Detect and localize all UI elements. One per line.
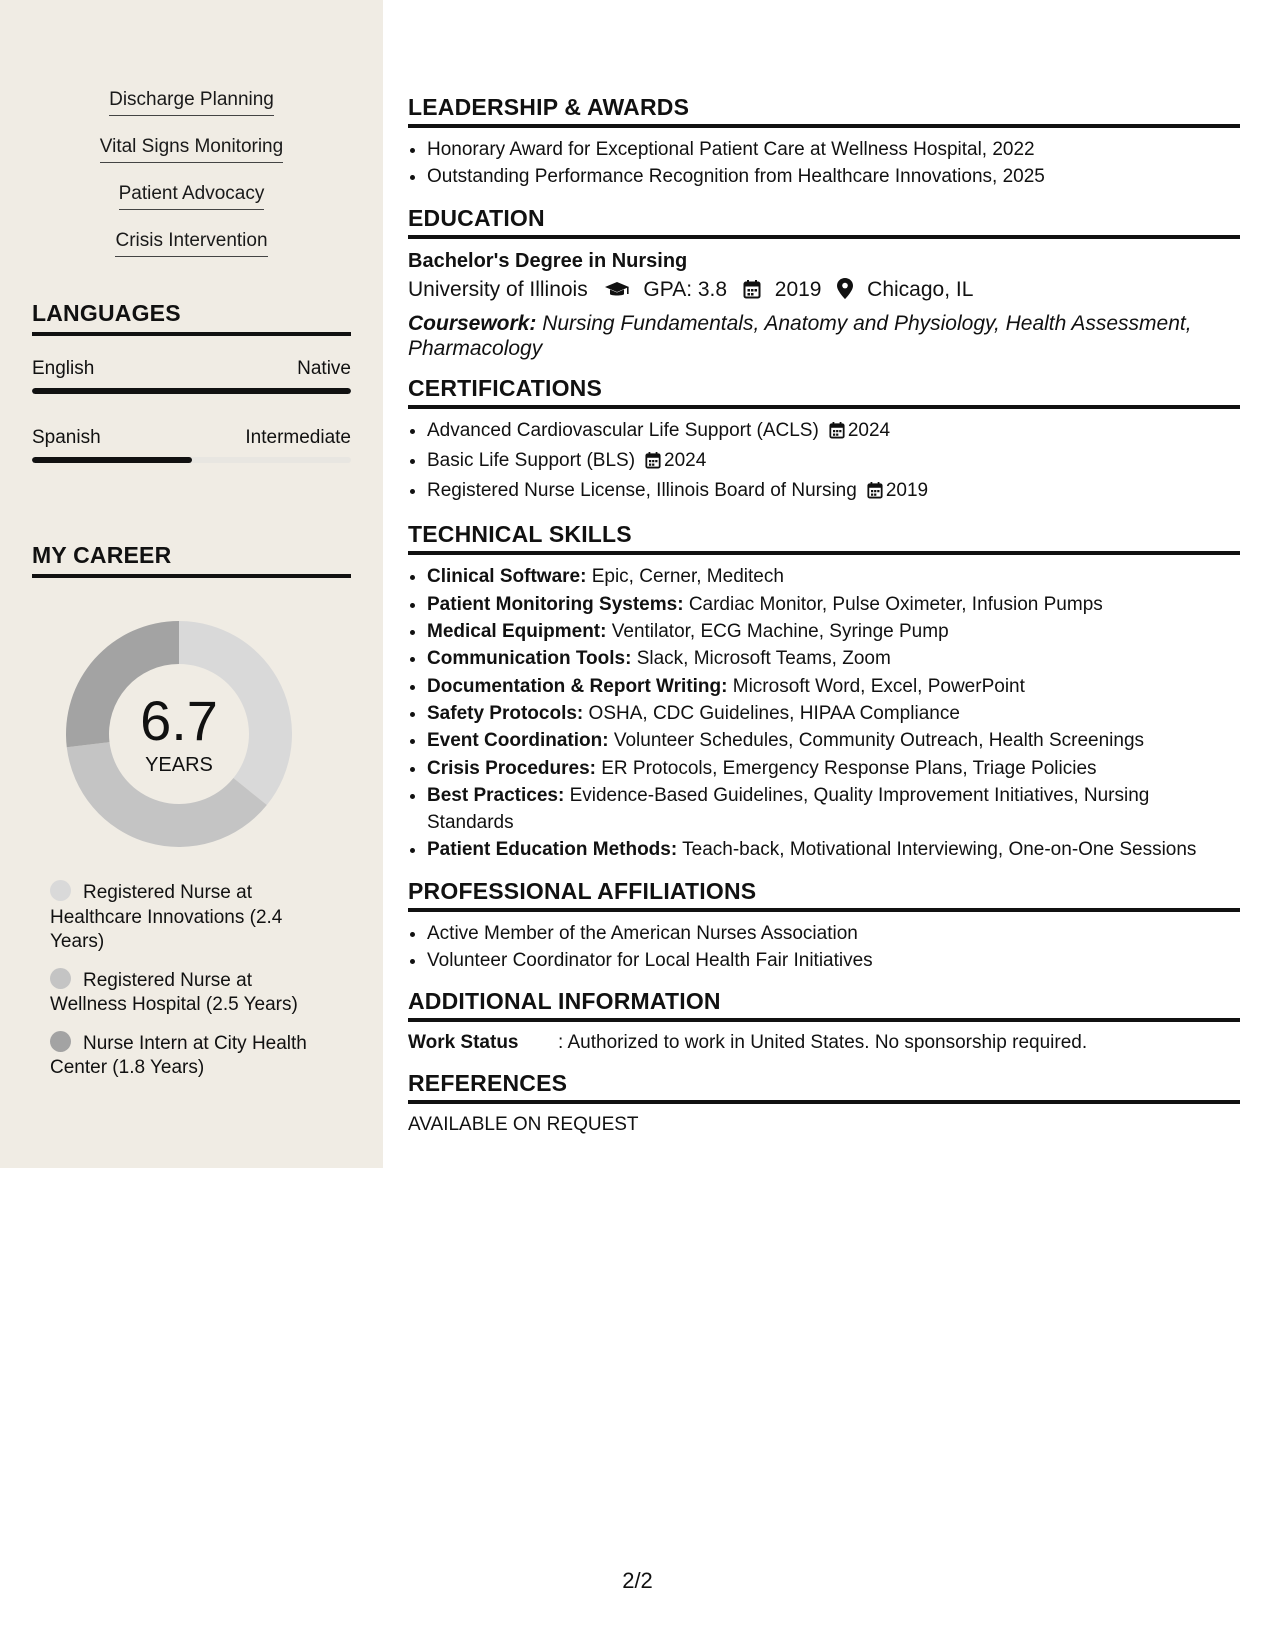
technical-skill-item <box>427 563 1240 590</box>
language-proficiency-fill <box>32 388 351 394</box>
skill-values: Slack, Microsoft Teams, Zoom <box>636 648 891 670</box>
language-level: Native <box>297 358 351 379</box>
calendar-icon <box>645 450 661 477</box>
career-heading: MY CAREER <box>32 540 351 578</box>
additional-info-section <box>408 986 1240 1056</box>
certification-item <box>427 447 1240 477</box>
skill-item: Discharge Planning <box>109 88 274 116</box>
references-text: AVAILABLE ON REQUEST <box>408 1114 639 1136</box>
career-legend-label: Nurse Intern at City Health Center (1.8 Years) <box>50 1032 307 1078</box>
certifications-list <box>408 417 1240 508</box>
legend-dot <box>50 880 71 901</box>
certification-year: 2024 <box>847 419 891 441</box>
skill-category: Safety Protocols: <box>427 702 584 724</box>
legend-dot <box>50 1031 71 1052</box>
leadership-list <box>408 136 1240 191</box>
technical-skill-item <box>427 673 1240 700</box>
skill-item: Patient Advocacy <box>119 182 265 210</box>
section-heading: PROFESSIONAL AFFILIATIONS <box>408 876 1240 912</box>
list-item: • Outstanding Performance Recognition from Healthcare Innovations, 2025 <box>427 163 1240 190</box>
section-heading: TECHNICAL SKILLS <box>408 519 1240 555</box>
skill-category: Patient Education Methods: <box>427 839 678 861</box>
technical-skill-item <box>427 591 1240 618</box>
skill-category: Crisis Procedures: <box>427 757 596 779</box>
language-level: Intermediate <box>245 427 351 448</box>
career-total-value: 6.7 <box>140 689 218 752</box>
list-item: • Active Member of the American Nurses Association <box>427 920 1240 947</box>
page-number: 2/2 <box>622 1568 653 1593</box>
skill-category: Medical Equipment: <box>427 621 607 643</box>
skill-values: Cardiac Monitor, Pulse Oximeter, Infusion Pumps <box>688 593 1103 615</box>
skill-item: Crisis Intervention <box>115 229 267 257</box>
certification-name: Basic Life Support (BLS) <box>427 449 636 471</box>
education-section <box>408 203 1240 361</box>
school-location: Chicago, IL <box>867 277 974 301</box>
section-heading: CERTIFICATIONS <box>408 373 1240 409</box>
section-heading: LEADERSHIP & AWARDS <box>408 92 1240 128</box>
certification-item <box>427 417 1240 447</box>
graduation-cap-icon <box>604 278 630 308</box>
technical-skill-item <box>427 618 1240 645</box>
certification-name: Registered Nurse License, Illinois Board of Nursing <box>427 480 857 502</box>
certification-name: Advanced Cardiovascular Life Support (ACLS) <box>427 419 819 441</box>
career-legend-label: Registered Nurse at Healthcare Innovations (2.4 Years) <box>50 882 283 952</box>
school-name: University of Illinois <box>408 277 588 301</box>
skill-values: Volunteer Schedules, Community Outreach, Health Screenings <box>613 730 1145 752</box>
career-legend-item <box>50 880 320 955</box>
work-status-label: Work Status <box>408 1032 519 1054</box>
coursework <box>408 311 1240 361</box>
sidebar <box>0 0 383 1168</box>
calendar-icon <box>829 420 845 447</box>
section-heading: EDUCATION <box>408 203 1240 239</box>
skill-category: Best Practices: <box>427 784 565 806</box>
skill-category: Communication Tools: <box>427 648 632 670</box>
career-legend-item <box>50 968 320 1018</box>
languages-heading: LANGUAGES <box>32 298 351 336</box>
language-proficiency-fill <box>32 457 192 463</box>
calendar-icon <box>743 278 761 308</box>
graduation-year: 2019 <box>774 277 822 301</box>
gpa: GPA: 3.8 <box>643 277 728 301</box>
map-pin-icon <box>837 278 853 308</box>
calendar-icon <box>867 480 883 507</box>
career-legend <box>50 880 320 1094</box>
certification-item <box>427 477 1240 507</box>
skill-item: Vital Signs Monitoring <box>100 135 283 163</box>
skill-category: Event Coordination: <box>427 730 609 752</box>
certification-year: 2024 <box>664 449 707 471</box>
career-total-unit: YEARS <box>145 754 213 776</box>
legend-dot <box>50 968 71 989</box>
skill-values: Microsoft Word, Excel, PowerPoint <box>732 675 1025 697</box>
section-heading: ADDITIONAL INFORMATION <box>408 986 1240 1022</box>
skill-values: Ventilator, ECG Machine, Syringe Pump <box>611 621 949 643</box>
skill-category: Documentation & Report Writing: <box>427 675 728 697</box>
career-legend-label: Registered Nurse at Wellness Hospital (2.5 Years) <box>50 969 298 1015</box>
technical-skills-section <box>408 519 1240 863</box>
coursework-list: Nursing Fundamentals, Anatomy and Physiology, Health Assessment, Pharmacology <box>408 311 1192 360</box>
language-proficiency-bar <box>32 457 351 463</box>
technical-skill-item <box>427 782 1240 837</box>
main-content <box>408 92 1240 1150</box>
education-meta <box>408 275 1240 308</box>
technical-skill-item <box>427 645 1240 672</box>
career-legend-item <box>50 1031 320 1081</box>
certification-year: 2019 <box>885 480 929 502</box>
affiliations-list <box>408 920 1240 975</box>
technical-skill-item <box>427 727 1240 754</box>
technical-skill-item <box>427 755 1240 782</box>
skill-values: ER Protocols, Emergency Response Plans, Triage Policies <box>601 757 1097 779</box>
career-total <box>66 621 292 847</box>
skill-values: Evidence-Based Guidelines, Quality Improvement Initiatives, Nursing Standards <box>427 784 1150 834</box>
certifications-section <box>408 373 1240 508</box>
language-name: English <box>32 358 95 379</box>
section-heading: REFERENCES <box>408 1068 1240 1104</box>
work-status-value: : Authorized to work in United States. No sponsorship required. <box>558 1032 1088 1054</box>
work-status-row <box>408 1030 1240 1056</box>
skill-category: Clinical Software: <box>427 566 587 588</box>
language-proficiency-bar <box>32 388 351 394</box>
degree-title: Bachelor's Degree in Nursing <box>408 249 688 272</box>
skill-values: Epic, Cerner, Meditech <box>591 566 784 588</box>
leadership-section <box>408 92 1240 191</box>
technical-skill-item <box>427 700 1240 727</box>
coursework-label: Coursework: <box>408 311 537 335</box>
skill-values: OSHA, CDC Guidelines, HIPAA Compliance <box>588 702 960 724</box>
affiliations-section <box>408 876 1240 975</box>
skill-list <box>0 88 383 276</box>
references-section <box>408 1068 1240 1138</box>
skill-category: Patient Monitoring Systems: <box>427 593 684 615</box>
list-item: • Honorary Award for Exceptional Patient Care at Wellness Hospital, 2022 <box>427 136 1240 163</box>
skill-values: Teach-back, Motivational Interviewing, One-on-One Sessions <box>682 839 1197 861</box>
technical-skills-list <box>408 563 1240 863</box>
technical-skill-item <box>427 836 1240 863</box>
list-item: • Volunteer Coordinator for Local Health Fair Initiatives <box>427 947 1240 974</box>
language-name: Spanish <box>32 427 101 448</box>
